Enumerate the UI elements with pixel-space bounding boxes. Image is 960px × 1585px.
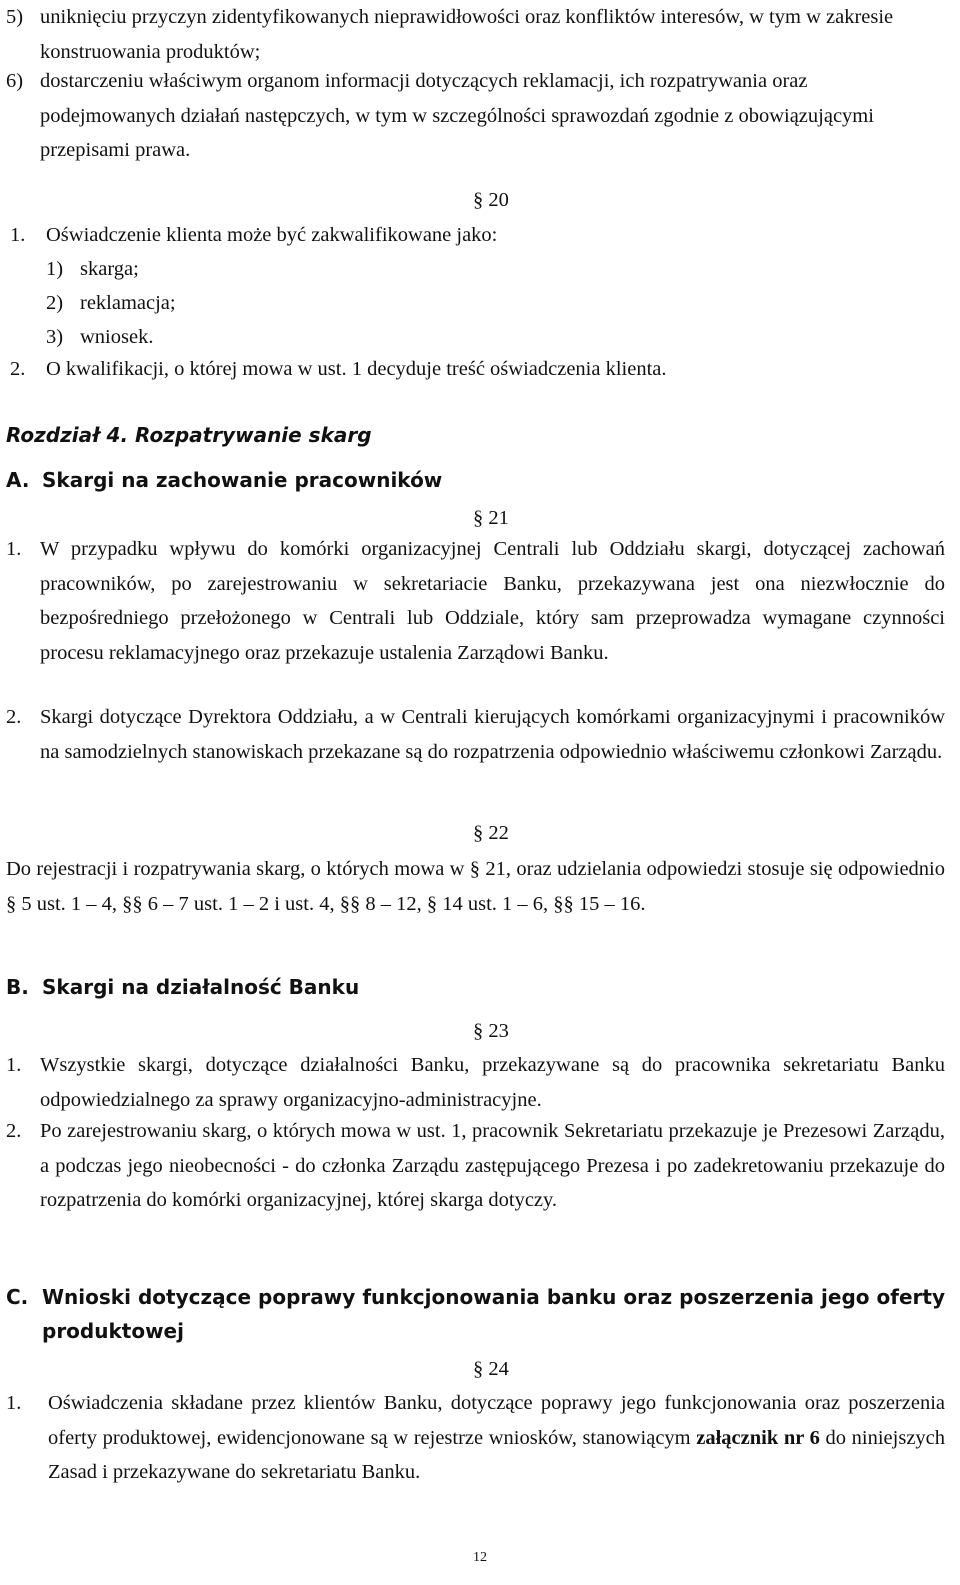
option-1 bbox=[0, 252, 960, 287]
option-number: 3) bbox=[46, 326, 64, 348]
item-number: 5) bbox=[6, 6, 24, 28]
paragraph-text: Wszystkie skargi, dotyczące działalności Banku, przekazywane są do pracownika sekretariatu Banku odpowiedzialnego za sprawy organizacyjno-administracyjne. bbox=[40, 1054, 945, 1111]
option-number: 1) bbox=[46, 258, 64, 280]
paragraph-text: Do rejestracji i rozpatrywania skarg, o których mowa w § 21, oraz udzielania odpowiedzi stosuje się odpowiednio § 5 ust. 1 – 4, §§ 6 – 7 ust. 1 – 2 i ust. 4, §§ 8 – 12, § 14 ust. 1 – 6, §§ 15 – 16. bbox=[6, 858, 945, 915]
paragraph-22 bbox=[0, 852, 960, 921]
paragraph-21-1 bbox=[0, 532, 960, 670]
section-20-label: § 20 bbox=[473, 189, 509, 211]
paragraph-23-2 bbox=[0, 1114, 960, 1218]
paragraph-text: Skargi dotyczące Dyrektora Oddziału, a w Centrali kierujących komórkami organizacyjnymi i pracowników na samodzielnych stanowiskach przekazane są do rozpatrzenia odpowiednio właściwemu członkowi Zarządu. bbox=[40, 706, 945, 763]
paragraph-number: 2. bbox=[10, 358, 26, 380]
paragraph-number: 2. bbox=[6, 1120, 22, 1142]
paragraph-number: 1. bbox=[6, 1054, 22, 1076]
chapter-title: Rozdział 4. Rozpatrywanie skarg bbox=[6, 423, 372, 447]
paragraph-text: Oświadczenie klienta może być zakwalifikowane jako: bbox=[46, 224, 498, 246]
paragraph-23-1 bbox=[0, 1048, 960, 1117]
paragraph-number: 1. bbox=[6, 1392, 22, 1414]
option-2 bbox=[0, 286, 960, 321]
paragraph-text: Po zarejestrowaniu skarg, o których mowa w ust. 1, pracownik Sekretariatu przekazuje je Prezesowi Zarządu, a podczas jego nieobecności - do członka Zarządu zastępującego Prezesa i po zadekretowaniu przekazuje do rozpatrzenia do komórki organizacyjnej, której skarga dotyczy. bbox=[40, 1120, 945, 1211]
section-c-heading bbox=[0, 1280, 960, 1348]
section-23-label: § 23 bbox=[473, 1020, 509, 1042]
section-a-heading bbox=[0, 463, 960, 497]
section-24-label: § 24 bbox=[473, 1358, 509, 1380]
item-number: 6) bbox=[6, 70, 24, 92]
paragraph-24-1 bbox=[0, 1386, 960, 1490]
paragraph-text-end: do niniejszych Zasad i przekazywane do sekretariatu Banku. bbox=[48, 1426, 946, 1483]
attachment-reference: załącznik nr 6 bbox=[696, 1426, 820, 1449]
section-letter: A. bbox=[6, 468, 30, 492]
paragraph-21-2 bbox=[0, 700, 960, 769]
section-21-label: § 21 bbox=[473, 507, 509, 529]
option-number: 2) bbox=[46, 292, 64, 314]
option-text: skarga; bbox=[80, 258, 139, 280]
section-letter: C. bbox=[6, 1285, 29, 1309]
paragraph-20-2 bbox=[0, 352, 960, 387]
paragraph-number: 1. bbox=[10, 224, 26, 246]
list-item-6 bbox=[0, 64, 960, 168]
list-item-5 bbox=[0, 0, 960, 69]
section-title: Skargi na działalność Banku bbox=[42, 975, 360, 999]
paragraph-20-1 bbox=[0, 218, 960, 253]
item-text: uniknięciu przyczyn zidentyfikowanych nieprawidłowości oraz konfliktów interesów, w tym w zakresie konstruowania produktów; bbox=[40, 6, 894, 63]
option-text: wniosek. bbox=[80, 326, 154, 348]
paragraph-number: 1. bbox=[6, 538, 22, 560]
section-b-heading bbox=[0, 970, 960, 1004]
page-number: 12 bbox=[473, 1550, 487, 1565]
paragraph-number: 2. bbox=[6, 706, 22, 728]
paragraph-text: W przypadku wpływu do komórki organizacyjnej Centrali lub Oddziału skargi, dotyczącej zachowań pracowników, po zarejestrowaniu w sekretariacie Banku, przekazywana jest ona niezwłocznie do bezpośredniego przełożonego w Centrali lub Oddziale, który sam przeprowadza wymagane czynności procesu reklamacyjnego oraz przekazuje ustalenia Zarządowi Banku. bbox=[40, 538, 945, 664]
section-title: Skargi na zachowanie pracowników bbox=[42, 468, 443, 492]
section-22-label: § 22 bbox=[473, 822, 509, 844]
option-3 bbox=[0, 320, 960, 355]
paragraph-text: O kwalifikacji, o której mowa w ust. 1 decyduje treść oświadczenia klienta. bbox=[46, 358, 667, 380]
section-title: Wnioski dotyczące poprawy funkcjonowania banku oraz poszerzenia jego oferty produktowej bbox=[42, 1285, 945, 1343]
option-text: reklamacja; bbox=[80, 292, 176, 314]
paragraph-text: Oświadczenia składane przez klientów Banku, dotyczące poprawy jego funkcjonowania oraz poszerzenia oferty produktowej, ewidencjonowane są w rejestrze wniosków, stanowiącym bbox=[48, 1392, 945, 1449]
item-text: dostarczeniu właściwym organom informacji dotyczących reklamacji, ich rozpatrywania oraz podejmowanych działań następczych, w tym w szczególności sprawozdań zgodnie z obowiązującymi przepisami prawa. bbox=[40, 70, 874, 161]
section-letter: B. bbox=[6, 975, 29, 999]
